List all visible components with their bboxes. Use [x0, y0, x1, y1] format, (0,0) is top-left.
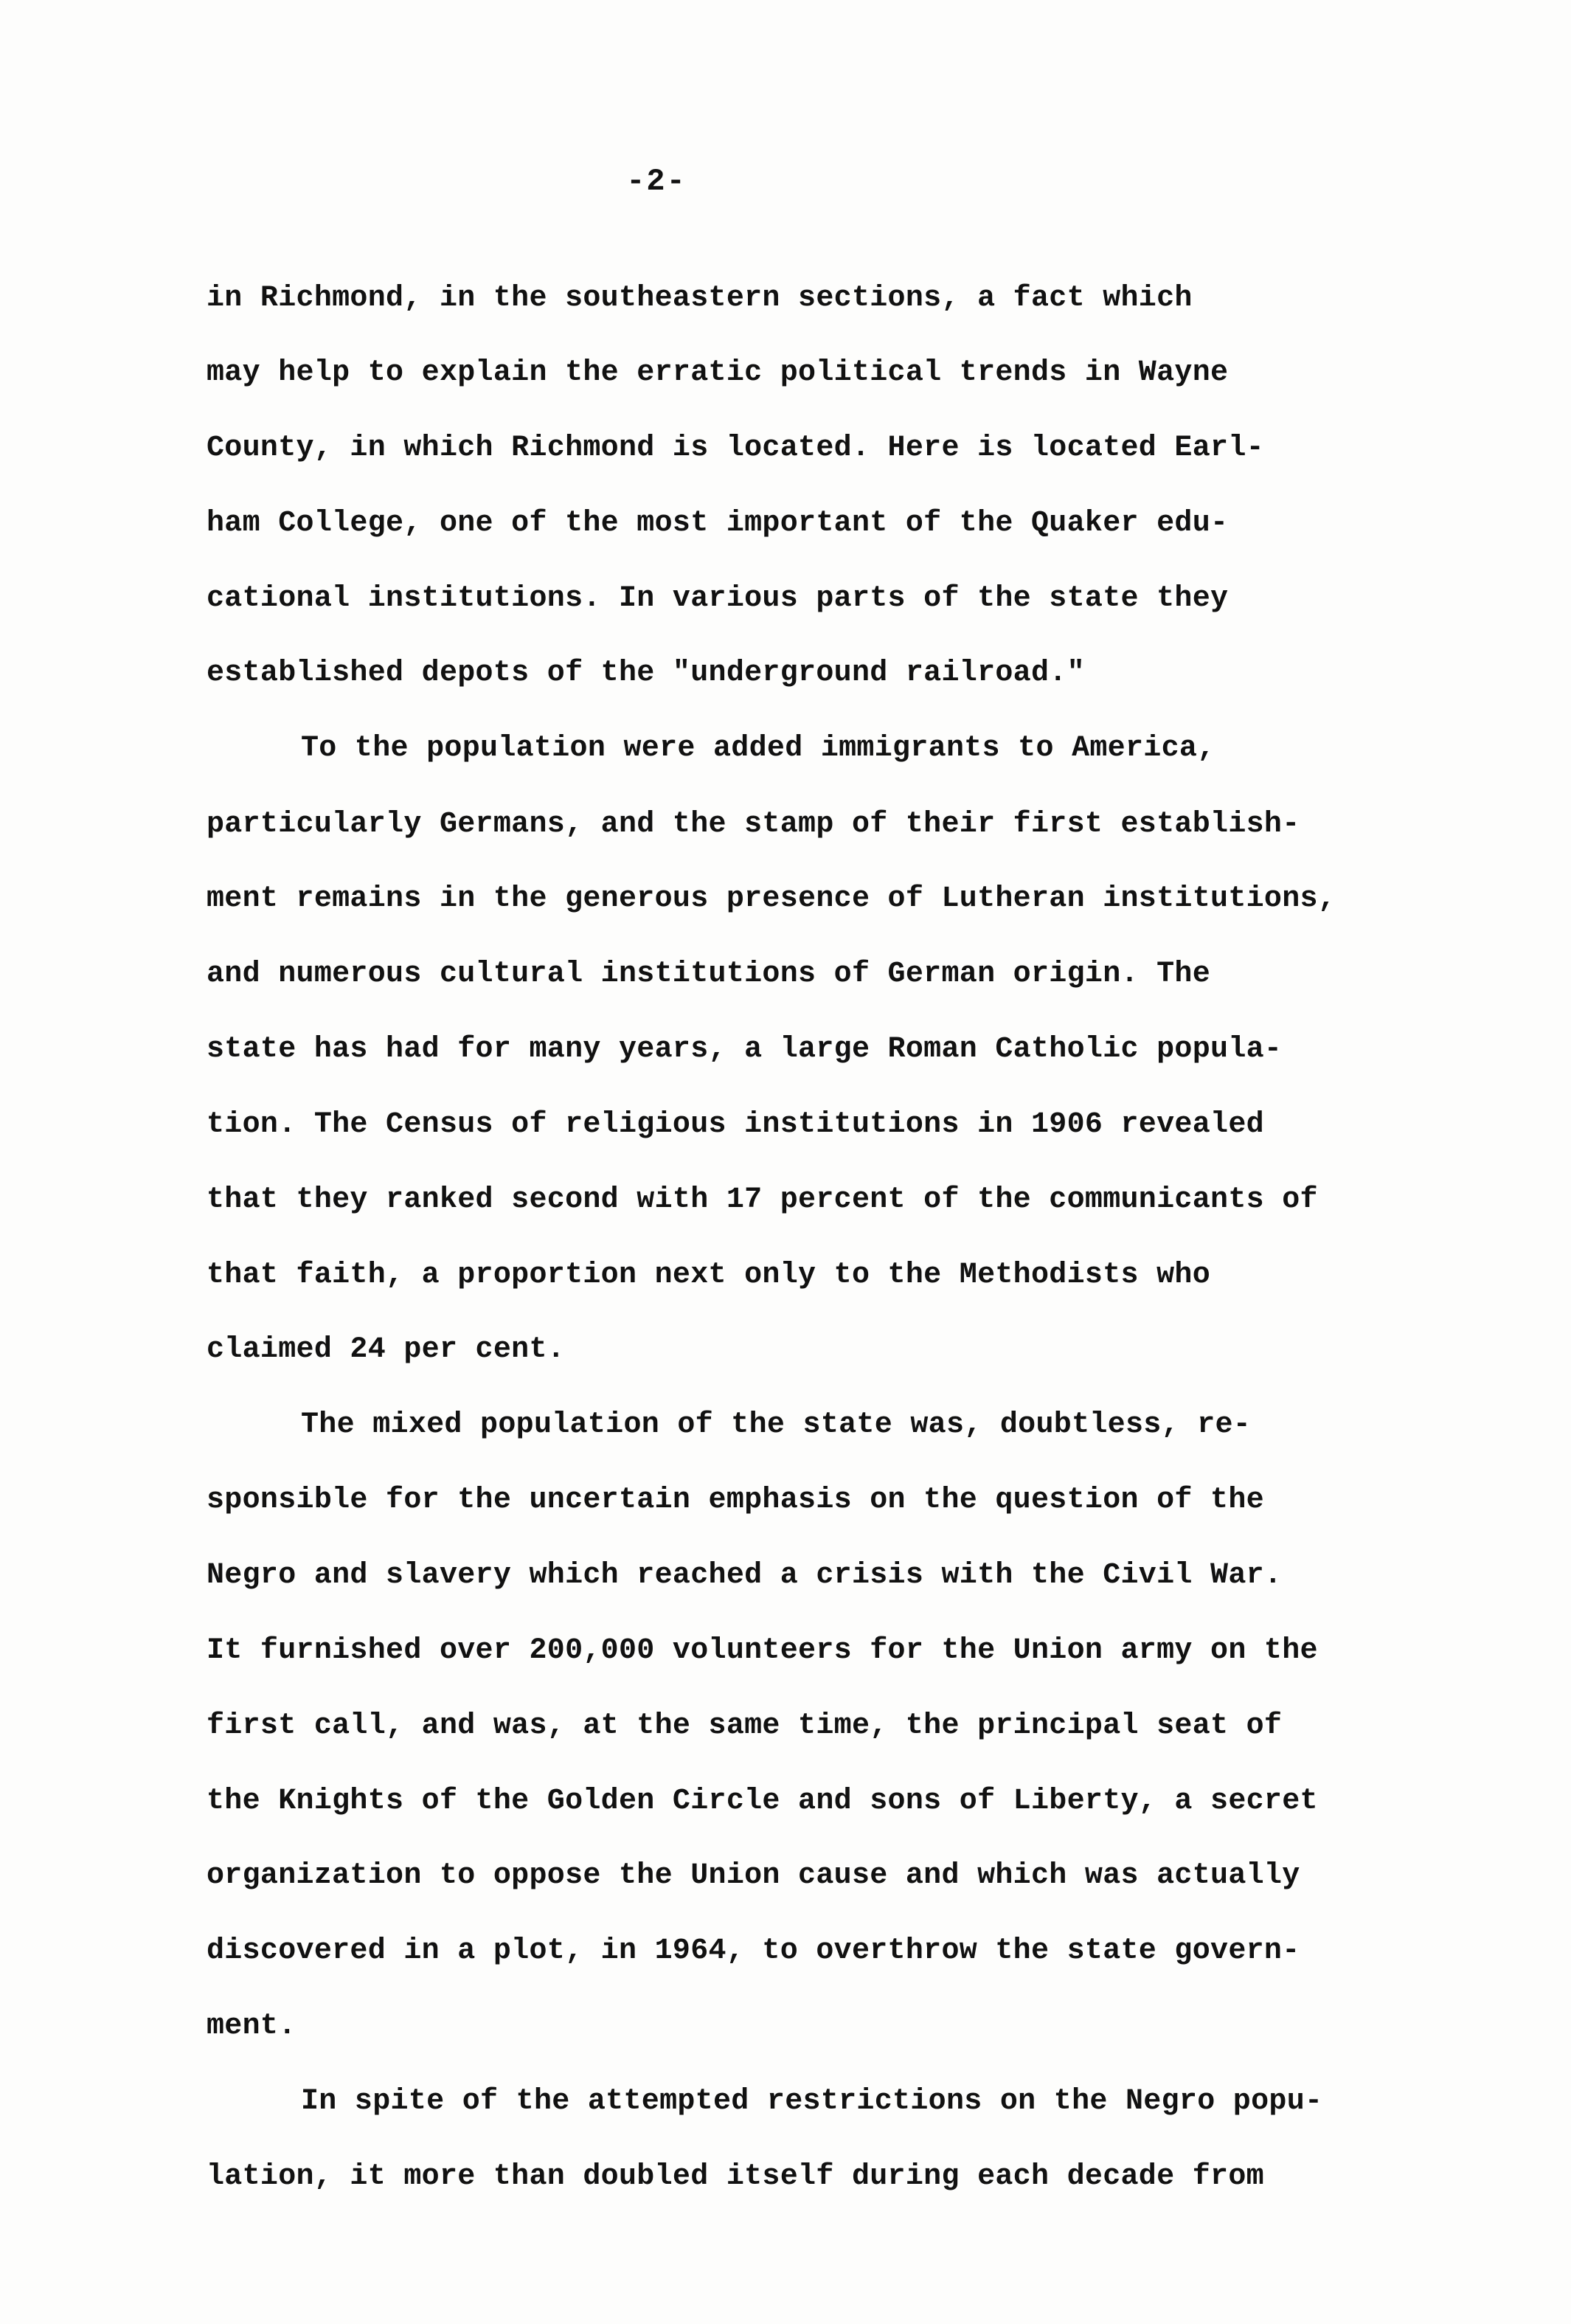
text-line: County, in which Richmond is located. Here is located Earl-: [207, 432, 1264, 465]
text-line: and numerous cultural institutions of German origin. The: [207, 958, 1211, 991]
text-line: sponsible for the uncertain emphasis on the question of the: [207, 1484, 1264, 1517]
text-line: may help to explain the erratic political trends in Wayne: [207, 356, 1229, 390]
text-line: ham College, one of the most important of the Quaker edu-: [207, 507, 1229, 540]
text-line: particularly Germans, and the stamp of their first establish-: [207, 808, 1300, 841]
text-line: The mixed population of the state was, doubtless, re-: [301, 1408, 1252, 1442]
text-line: ment remains in the generous presence of Lutheran institutions,: [207, 882, 1336, 916]
text-line: established depots of the "underground railroad.": [207, 657, 1085, 690]
text-line: lation, it more than doubled itself during each decade from: [207, 2160, 1264, 2193]
text-line: first call, and was, at the same time, the principal seat of: [207, 1709, 1283, 1743]
text-line: that faith, a proportion next only to the Methodists who: [207, 1259, 1211, 1292]
text-line: organization to oppose the Union cause and which was actually: [207, 1859, 1300, 1892]
text-line: To the population were added immigrants to America,: [301, 732, 1215, 765]
text-line: It furnished over 200,000 volunteers for the Union army on the: [207, 1634, 1318, 1667]
text-line: Negro and slavery which reached a crisis with the Civil War.: [207, 1559, 1283, 1592]
page-number: -2-: [626, 164, 687, 199]
text-line: discovered in a plot, in 1964, to overthrow the state govern-: [207, 1934, 1300, 1968]
text-line: the Knights of the Golden Circle and sons of Liberty, a secret: [207, 1785, 1318, 1818]
text-line: state has had for many years, a large Roman Catholic popula-: [207, 1033, 1283, 1066]
text-line: that they ranked second with 17 percent of the communicants of: [207, 1183, 1318, 1217]
text-line: tion. The Census of religious institutions in 1906 revealed: [207, 1108, 1264, 1141]
text-line: In spite of the attempted restrictions on the Negro popu-: [301, 2085, 1323, 2118]
text-line: in Richmond, in the southeastern sections, a fact which: [207, 282, 1193, 315]
text-line: cational institutions. In various parts of the state they: [207, 582, 1229, 615]
text-line: claimed 24 per cent.: [207, 1333, 566, 1366]
text-line: ment.: [207, 2010, 296, 2043]
